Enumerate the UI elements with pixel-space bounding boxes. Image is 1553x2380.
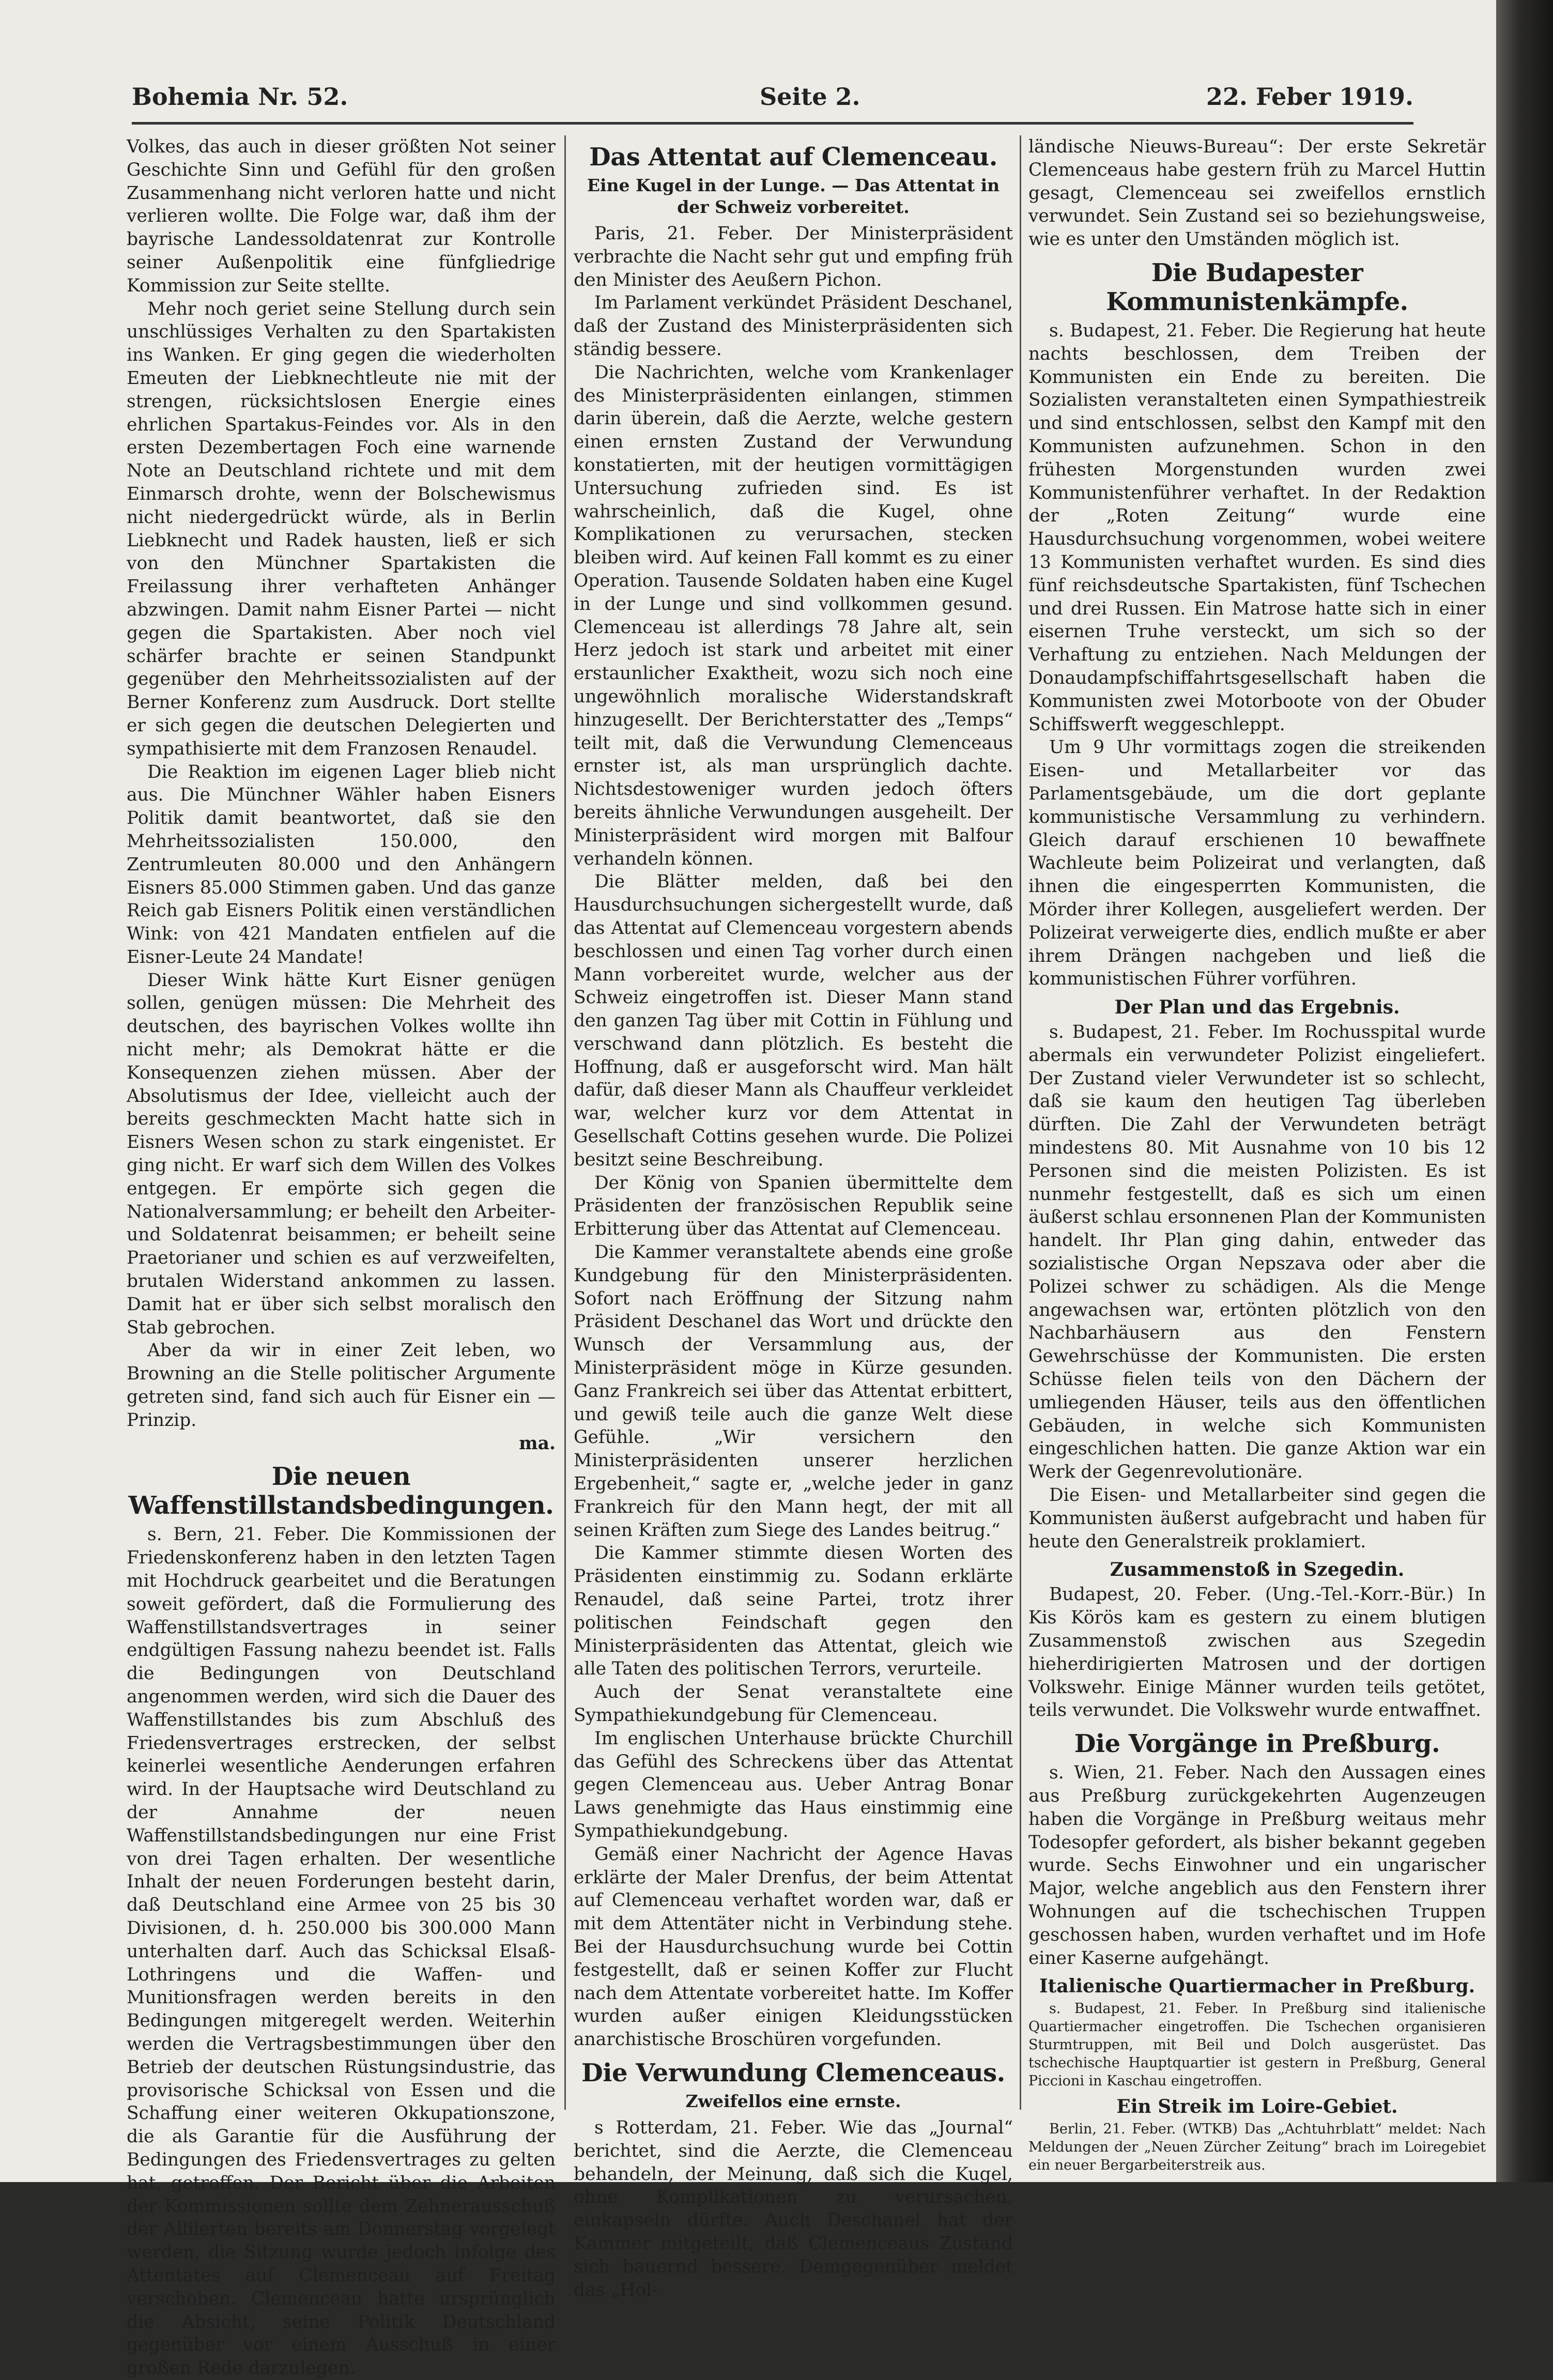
article-paragraph: s. Bern, 21. Feber. Die Kommissionen der Friedenskonferenz haben in den letzten Tagen mit Hochdruck gearbeitet und die Beratungen soweit gefördert, daß die Formulierung des Waffenstillstandsvertrages in seiner endgültigen Fassung nahezu beendet ist. Falls die Bedingungen von Deutschland angenommen werden, wird sich die Dauer des Waffenstillstandes bis zum Abschluß des Friedensvertrages erstrecken, der selbst keinerlei wesentliche Aenderungen erfahren wird. In der Hauptsache wird Deutschland zu der Annahme der neuen Waffenstillstandsbedingungen nur eine Frist von drei Tagen erhalten. Der wesentliche Inhalt der neuen Forderungen besteht darin, daß Deutschland eine Armee von 25 bis 30 Divisionen, d. h. 250.000 bis 300.000 Mann unterhalten darf. Auch das Schicksal Elsaß-Lothringens und die Waffen- und Munitionsfragen werden bereits in den Bedingungen mitgeregelt werden. Weiterhin werden die Vertragsbestimmungen über den Betrieb der deutschen Rüstungsindustrie, das provisorische Schicksal von Essen und die Schaffung einer weiteren Okkupationszone, die als Garantie für die Ausführung der Bedingungen des Friedensvertrages zu gelten hat, getroffen. Der Bericht über die Arbeiten der Kommissionen sollte dem Zehnerausschuß der Alliierten bereits am Donnerstag vorgelegt werden, die Sitzung wurde jedoch infolge des Attentates auf Clemenceau auf Freitag verschoben. Clemenceau hatte ursprünglich die Absicht, seine Politik Deutschland gegenüber vor einem Ausschuß in einer großen Rede darzulegen. <box>127 1524 556 2379</box>
headline-quartiermacher: Italienische Quartiermacher in Preßburg. <box>1039 1975 1475 1998</box>
author-signature: ma. <box>519 1433 556 1454</box>
headline-waffenstillstand: Die neuen Waffenstillstandsbedingungen. <box>128 1462 554 1521</box>
column-right <box>1028 135 1486 2174</box>
subheadline-attentat: Eine Kugel in der Lunge. — Das Attentat in der Schweiz vorbereitet. <box>587 175 1000 217</box>
headline-pressburg: Die Vorgänge in Preßburg. <box>1074 1729 1440 1759</box>
page-header <box>132 83 1413 124</box>
article-paragraph: Die Eisen- und Metallarbeiter sind gegen die Kommunisten äußerst aufgebracht und haben für heute den Generalstreik proklamiert. <box>1028 1485 1486 1552</box>
header-date: 22. Feber 1919. <box>1206 83 1413 111</box>
article-paragraph: Der König von Spanien übermittelte dem Präsidenten der französischen Republik seine Erbitterung über das Attentat auf Clemenceau. <box>574 1172 1013 1240</box>
article-paragraph: Gemäß einer Nachricht der Agence Havas erklärte der Maler Drenfus, der beim Attentat auf Clemenceau verhaftet worden war, daß er mit dem Attentäter nicht in Verbindung stehe. Bei der Hausdurchsuchung wurde bei Cottin festgestellt, daß er seinen Koffer zur Flucht nach dem Attentate vorbereitet hatte. Im Koffer wurden außer einigen Kleidungsstücken anarchistische Broschüren vorgefunden. <box>574 1844 1013 2050</box>
article-paragraph: Um 9 Uhr vormittags zogen die streikenden Eisen- und Metallarbeiter vor das Parlamentsgebäude, um die dort geplante kommunistische Versammlung zu verhindern. Gleich darauf erschienen 10 bewaffnete Wachleute beim Polizeirat und verlangten, daß ihnen die eingesperrten Kommunisten, die Mörder ihrer Kollegen, ausgeliefert werden. Der Polizeirat verweigerte dies, endlich mußte er aber ihrem Drängen nachgeben und ließ die kommunistischen Führer vorführen. <box>1028 737 1486 990</box>
article-paragraph: Auch der Senat veranstaltete eine Sympathiekundgebung für Clemenceau. <box>574 1682 1013 1726</box>
article-paragraph: s Rotterdam, 21. Feber. Wie das „Journal“ berichtet, sind die Aerzte, die Clemenceau behandeln, der Meinung, daß sich die Kugel, ohne Komplikationen zu verursachen, einkapseln dürfte. Auch Deschanel hat der Kammer mitgeteilt, daß Clemenceaus Zustand sich bauernd bessere. Demgegenüber meldet das „Hol- <box>574 2117 1013 2300</box>
article-paragraph: Dieser Wink hätte Kurt Eisner genügen sollen, genügen müssen: Die Mehrheit des deutschen, des bayrischen Volkes wollte ihn nicht mehr; als Demokrat hätte er die Konsequenzen ziehen müssen. Aber der Absolutismus der Idee, vielleicht auch der bereits geschmeckten Macht hatte sich in Eisners Wesen schon zu stark eingenistet. Er ging nicht. Er warf sich dem Willen des Volkes entgegen. Er empörte sich gegen die Nationalversammlung; er beheilt den Arbeiter- und Soldatenrat beisammen; er beheilt seine Praetorianer und schien es auf verzweifelten, brutalen Widerstand ankommen zu lassen. Damit hat er über sich selbst moralisch den Stab gebrochen. <box>127 970 556 1338</box>
header-rule <box>132 122 1413 125</box>
article-paragraph: s. Budapest, 21. Feber. Die Regierung hat heute nachts beschlossen, dem Treiben der Kommunisten ein Ende zu bereiten. Die Sozialisten veranstalteten einen Sympathiestreik und sind entschlossen, selbst den Kampf mit den Kommunisten aufzunehmen. Schon in den frühesten Morgenstunden wurden zwei Kommunistenführer verhaftet. In der Redaktion der „Roten Zeitung“ wurde eine Hausdurchsuchung vorgenommen, wobei weitere 13 Kommunisten verhaftet wurden. Es sind dies fünf reichsdeutsche Spartakisten, fünf Tschechen und drei Russen. Ein Matrose hatte sich in einer eisernen Truhe versteckt, um sich so der Verhaftung zu entziehen. Nach Meldungen der Donaudampfschiffahrtsgesellschaft haben die Kommunisten zwei Motorboote von der Obuder Schiffswerft weggeschleppt. <box>1028 320 1486 735</box>
article-paragraph: Budapest, 20. Feber. (Ung.-Tel.-Korr.-Bür.) In Kis Körös kam es gestern zu einem blutigen Zusammenstoß zwischen aus Szegedin hieherdirigierten Matrosen und der dortigen Volkswehr. Einige Männer wurden teils getötet, teils verwundet. Die Volkswehr wurde entwaffnet. <box>1028 1584 1486 1721</box>
subheadline-verwundung: Zweifellos eine ernste. <box>685 2091 901 2111</box>
column-middle <box>574 135 1013 2300</box>
article-paragraph: Im englischen Unterhause brückte Churchill das Gefühl des Schreckens über das Attentat gegen Clemenceau aus. Ueber Antrag Bonar Laws genehmigte das Haus einstimmig eine Sympathiekundgebung. <box>574 1728 1013 1841</box>
headline-plan: Der Plan und das Ergebnis. <box>1114 996 1400 1019</box>
column-divider <box>564 135 566 2110</box>
header-masthead: Bohemia Nr. 52. <box>132 83 348 111</box>
article-paragraph: s. Wien, 21. Feber. Nach den Aussagen eines aus Preßburg zurückgekehrten Augenzeugen haben die Vorgänge in Preßburg weitaus mehr Todesopfer gefordert, als bisher bekannt gegeben wurde. Sechs Einwohner und ein ungarischer Major, welche angeblich aus den Fenstern ihrer Wohnungen auf die tschechischen Truppen geschossen haben, wurden verhaftet und im Hofe einer Kaserne aufgehängt. <box>1028 1762 1486 1969</box>
article-paragraph: Die Nachrichten, welche vom Krankenlager des Ministerpräsidenten einlangen, stimmen darin überein, daß die Aerzte, welche gestern einen ernsten Zustand der Verwundung konstatierten, mit der heutigen vormittägigen Untersuchung zufrieden sind. Es ist wahrscheinlich, daß die Kugel, ohne Komplikationen zu verursachen, stecken bleiben wird. Auf keinen Fall kommt es zu einer Operation. Tausende Soldaten haben eine Kugel in der Lunge und sind vollkommen gesund. Clemenceau ist allerdings 78 Jahre alt, sein Herz jedoch ist stark und arbeitet mit einer erstaunlicher Exaktheit, wozu sich noch eine ungewöhnlich moralische Widerstandskraft hinzugesellt. Der Berichterstatter des „Temps“ teilt mit, daß die Verwundung Clemenceaus ernster ist, als man ursprünglich dachte. Nichtsdestoweniger wurden jedoch öfters bereits ähnliche Verwundungen ausgeheilt. Der Ministerpräsident wird morgen mit Balfour verhandeln können. <box>574 362 1013 869</box>
article-paragraph: s. Budapest, 21. Feber. Im Rochusspital wurde abermals ein verwundeter Polizist eingeliefert. Der Zustand vieler Verwundeter ist so schlecht, daß sie kaum den heutigen Tag überleben dürften. Die Zahl der Verwundeten beträgt mindestens 80. Mit Ausnahme von 10 bis 12 Personen sind die meisten Polizisten. Es ist nunmehr festgestellt, daß es sich um einen äußerst schlau ersonnenen Plan der Kommunisten handelt. Ihr Plan ging dahin, entweder das sozialistische Organ Nepszava oder aber die Polizei schwer zu schädigen. Als die Menge angewachsen war, ertönten plötzlich von den Nachbarhäusern aus den Fenstern Gewehrschüsse der Kommunisten. Die ersten Schüsse fielen teils von den Dächern der umliegenden Häuser, teils aus den öffentlichen Gebäuden, in welche sich Kommunisten eingeschlichen hatten. Die ganze Aktion war ein Werk der Gegenrevolutionäre. <box>1028 1022 1486 1483</box>
article-paragraph: Im Parlament verkündet Präsident Deschanel, daß der Zustand des Ministerpräsidenten sich ständig bessere. <box>574 293 1013 360</box>
article-paragraph: Die Reaktion im eigenen Lager blieb nicht aus. Die Münchner Wähler haben Eisners Politik damit beantwortet, daß sie den Mehrheitssozialisten 150.000, den Zentrumleuten 80.000 und den Anhängern Eisners 85.000 Stimmen gaben. Und das ganze Reich gab Eisners Politik einen verständlichen Wink: von 421 Mandaten entfielen auf die Eisner-Leute 24 Mandate! <box>127 761 556 968</box>
article-paragraph: Berlin, 21. Feber. (WTKB) Das „Achtuhrblatt“ meldet: Nach Meldungen der „Neuen Zürcher Zeitung“ brach im Loiregebiet ein neuer Bergarbeiterstreik aus. <box>1028 2121 1486 2174</box>
scan-edge <box>1496 0 1553 2182</box>
article-paragraph: Die Kammer veranstaltete abends eine große Kundgebung für den Ministerpräsidenten. Sofort nach Eröffnung der Sitzung nahm Präsident Deschanel das Wort und drückte den Wunsch der Versammlung aus, der Ministerpräsident möge in Kürze gesunden. Ganz Frankreich sei über das Attentat erbittert, und gewiß teile auch die ganze Welt diese Gefühle. „Wir versichern den Ministerpräsidenten unserer herzlichen Ergebenheit,“ sagte er, „welche jeder in ganz Frankreich für den Mann hegt, der mit all seinen Kräften zum Siege des Landes beitrug.“ <box>574 1242 1013 1541</box>
article-paragraph: Aber da wir in einer Zeit leben, wo Browning an die Stelle politischer Argumente getreten sind, fand sich auch für Eisner ein — Prinzip. <box>127 1340 556 1431</box>
header-page-number: Seite 2. <box>760 83 860 111</box>
headline-loire-streik: Ein Streik im Loire-Gebiet. <box>1116 2096 1398 2118</box>
article-paragraph: s. Budapest, 21. Feber. In Preßburg sind italienische Quartiermacher eingetroffen. Die Tschechen organisieren Sturmtruppen, mit Beil und Dolch ausgerüstet. Das tschechische Hauptquartier ist gestern in Preßburg, General Piccioni in Kaschau eingetroffen. <box>1028 2001 1486 2090</box>
article-paragraph: ländische Nieuws-Bureau“: Der erste Sekretär Clemenceaus habe gestern früh zu Marcel Huttin gesagt, Clemenceau sei zweifellos ernstlich verwundet. Sein Zustand sei so beziehungsweise, wie es unter den Umständen möglich ist. <box>1028 136 1486 250</box>
headline-szegedin: Zusammenstoß in Szegedin. <box>1110 1559 1405 1581</box>
article-paragraph: Die Blätter melden, daß bei den Hausdurchsuchungen sichergestellt wurde, daß das Attentat auf Clemenceau vorgestern abends beschlossen und einen Tag vorher durch einen Mann vorbereitet wurde, welcher aus der Schweiz eingetroffen ist. Dieser Mann stand den ganzen Tag über mit Cottin in Fühlung und verschwand dann plötzlich. Es besteht die Hoffnung, daß er ausgeforscht wird. Man hält dafür, daß dieser Mann als Chauffeur verkleidet war, welcher kurz vor dem Attentat in Gesellschaft Cottins gesehen wurde. Die Polizei besitzt seine Beschreibung. <box>574 871 1013 1170</box>
article-paragraph: Die Kammer stimmte diesen Worten des Präsidenten einstimmig zu. Sodann erklärte Renaudel, daß seine Partei, trotz ihrer politischen Feindschaft gegen den Ministerpräsidenten das Attentat, gleich wie alle Taten des politischen Terrors, verurteile. <box>574 1543 1013 1680</box>
column-divider <box>1020 135 1021 2110</box>
headline-verwundung: Die Verwundung Clemenceaus. <box>581 2058 1005 2087</box>
headline-budapest: Die Budapester Kommunistenkämpfe. <box>1106 258 1408 316</box>
article-paragraph: Paris, 21. Feber. Der Ministerpräsident verbrachte die Nacht sehr gut und empfing früh den Minister des Aeußern Pichon. <box>574 223 1013 290</box>
article-paragraph: Volkes, das auch in dieser größten Not seiner Geschichte Sinn und Gefühl für den großen Zusammenhang nicht verloren hatte und nicht verlieren wollte. Die Folge war, daß ihm der bayrische Landessoldatenrat zur Kontrolle seiner Außenpolitik eine fünfgliedrige Kommission zur Seite stellte. <box>127 136 556 296</box>
column-left <box>127 135 556 2379</box>
headline-attentat: Das Attentat auf Clemenceau. <box>589 143 997 172</box>
article-paragraph: Mehr noch geriet seine Stellung durch sein unschlüssiges Verhalten zu den Spartakisten ins Wanken. Er ging gegen die wiederholten Emeuten der Liebknechtleute nie mit der strengen, rücksichtslosen Energie eines ehrlichen Spartakus-Feindes vor. Als in den ersten Dezembertagen Foch eine warnende Note an Deutschland richtete und mit dem Einmarsch drohte, wenn der Bolschewismus nicht niedergedrückt würde, als in Berlin Liebknecht und Radek hausten, ließ er sich von den Münchner Spartakisten die Freilassung ihrer verhafteten Anhänger abzwingen. Damit nahm Eisner Partei — nicht gegen die Spartakisten. Aber noch viel schärfer brachte er seinen Standpunkt gegenüber den Mehrheitssozialisten auf der Berner Konferenz zum Ausdruck. Dort stellte er sich gegen die deutschen Delegierten und sympathisierte mit dem Franzosen Renaudel. <box>127 298 556 759</box>
